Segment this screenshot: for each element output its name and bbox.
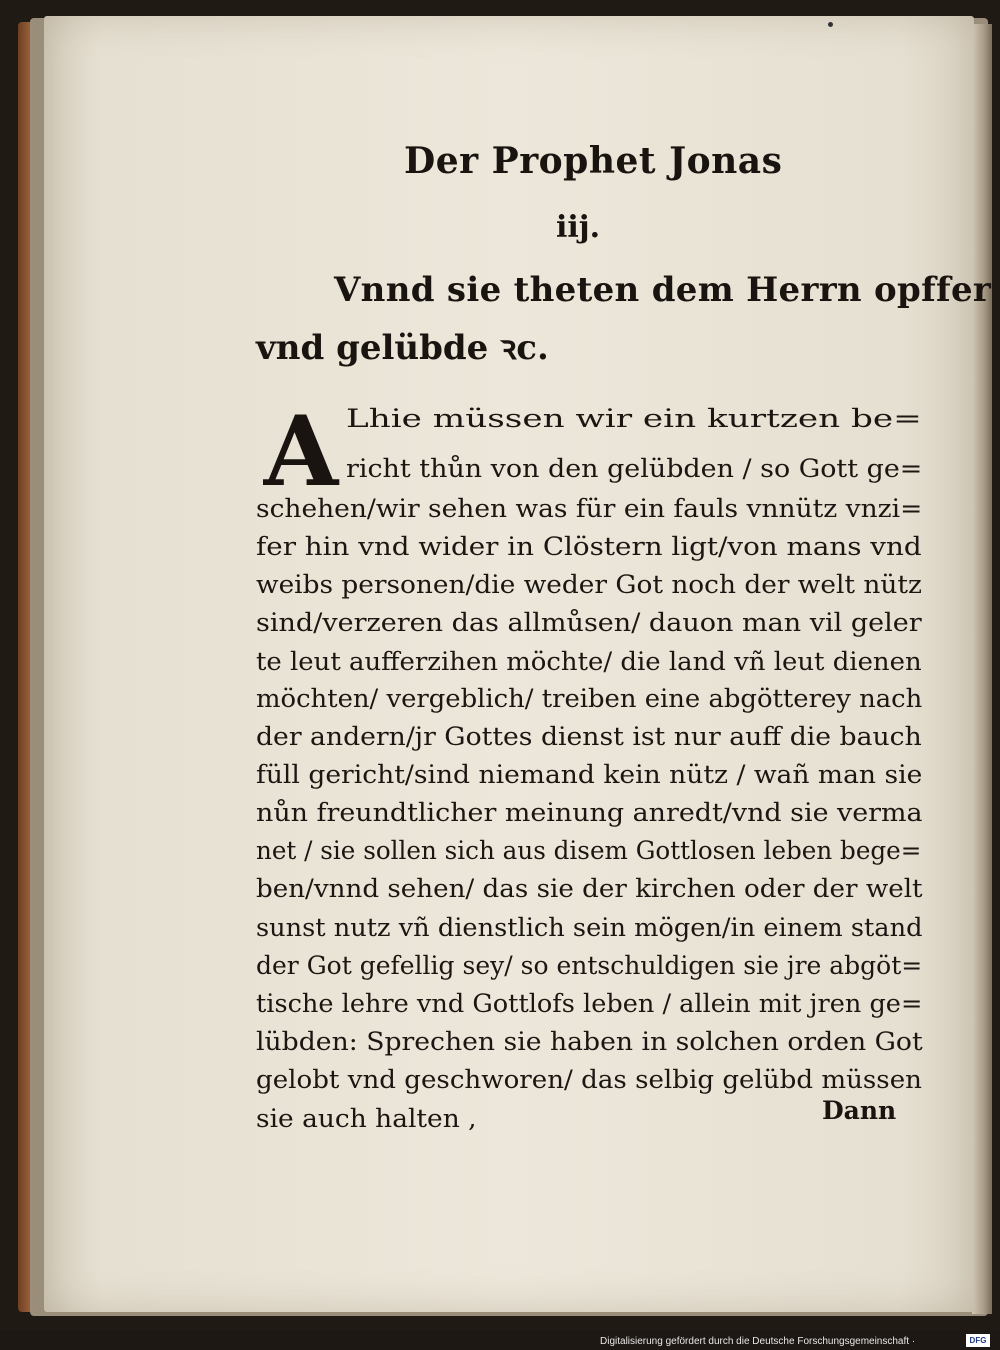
verse-line-1: Vnnd sie theten dem Herrn opffer xyxy=(334,270,992,310)
chapter-number: iij. xyxy=(556,210,601,245)
text-line: nůn freundtlicher meinung anredt/vnd sie verma xyxy=(256,798,923,827)
text-line: weibs personen/die weder Got noch der welt nütz xyxy=(256,570,922,599)
dfg-logo: DFG xyxy=(966,1334,990,1347)
text-line: lübden: Sprechen sie haben in solchen orden Got xyxy=(256,1027,923,1056)
text-line: der andern/jr Gottes dienst ist nur auff die bauch xyxy=(256,722,922,751)
decorated-initial: A xyxy=(263,395,339,508)
text-line: füll gericht/sind niemand kein nütz / wañ man sie xyxy=(256,760,923,789)
text-line: gelobt vnd geschworen/ das selbig gelübd müssen xyxy=(256,1065,922,1094)
paper-spot xyxy=(828,22,833,27)
catchword: Dann xyxy=(822,1096,897,1125)
text-line: schehen/wir sehen was für ein fauls vnnütz vnzi= xyxy=(256,494,923,523)
text-line: der Got gefellig sey/ so entschuldigen sie jre abgöt= xyxy=(256,951,923,980)
text-line: sie auch halten , xyxy=(256,1104,477,1133)
text-line: sunst nutz vñ dienstlich sein mögen/in einem stand xyxy=(256,913,923,942)
text-line: tische lehre vnd Gottlofs leben / allein mit jren ge= xyxy=(256,989,923,1018)
text-line: Lhie müssen wir ein kurtzen be= xyxy=(346,404,922,433)
text-line: ben/vnnd sehen/ das sie der kirchen oder der welt xyxy=(256,874,923,903)
text-line: richt thůn von den gelübden / so Gott ge= xyxy=(346,454,923,483)
text-line: fer hin vnd wider in Clöstern ligt/von mans vnd xyxy=(256,532,922,561)
text-line: sind/verzeren das allmůsen/ dauon man vil geler xyxy=(256,608,922,637)
text-line: te leut aufferzihen möchte/ die land vñ leut dienen xyxy=(256,647,922,676)
text-line: möchten/ vergeblich/ treiben eine abgötterey nach xyxy=(256,684,923,713)
digitization-credit: Digitalisierung gefördert durch die Deutsche Forschungsgemeinschaft · xyxy=(600,1336,916,1347)
verse-line-2: vnd gelübde ꝛc. xyxy=(256,328,549,368)
running-title: Der Prophet Jonas xyxy=(404,140,783,182)
book-edge-right xyxy=(972,24,992,1314)
text-line: net / sie sollen sich aus disem Gottlosen leben bege= xyxy=(256,836,922,865)
